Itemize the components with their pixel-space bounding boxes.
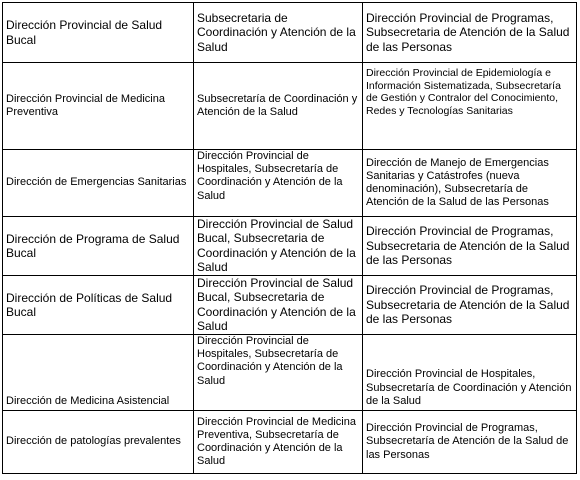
table-cell-former-dependency: Dirección Provincial de Medicina Preventiva, Subsecretaría de Coordinación y Atención de la Salud: [194, 411, 363, 474]
table-row: [3, 217, 577, 276]
table-row: [3, 411, 577, 474]
table-cell-office: Dirección de patologías prevalentes: [3, 411, 194, 474]
table-cell-new-dependency: Dirección Provincial de Programas, Subsecretaria de Atención de la Salud de las Personas: [363, 276, 577, 335]
agency-reassignment-table: [2, 2, 577, 474]
table-cell-new-dependency: Dirección Provincial de Programas, Subsecretaría de Atención de la Salud de las Personas: [363, 411, 577, 474]
table-cell-former-dependency: Subsecretaría de Coordinación y Atención de la Salud: [194, 63, 363, 150]
table-cell-new-dependency: Dirección Provincial de Epidemiología e Información Sistematizada, Subsecretaría de Gestión y Contralor del Conocimiento, Redes y Tecnologías Sanitarias: [363, 63, 577, 150]
table-cell-former-dependency: Subsecretaria de Coordinación y Atención de la Salud: [194, 3, 363, 63]
table-cell-office: Dirección de Medicina Asistencial: [3, 335, 194, 411]
table-cell-former-dependency: Dirección Provincial de Hospitales, Subsecretaría de Coordinación y Atención de la Salud: [194, 335, 363, 411]
table-cell-office: Dirección de Emergencias Sanitarias: [3, 150, 194, 217]
document-page: [2, 2, 576, 477]
table-cell-office: Dirección de Políticas de Salud Bucal: [3, 276, 194, 335]
table-cell-former-dependency: Dirección Provincial de Hospitales, Subsecretaría de Coordinación y Atención de la Salud: [194, 150, 363, 217]
table-cell-new-dependency: Dirección Provincial de Hospitales, Subsecretaría de Coordinación y Atención de la Salud: [363, 335, 577, 411]
table-row: [3, 3, 577, 63]
table-cell-former-dependency: Dirección Provincial de Salud Bucal, Subsecretaria de Coordinación y Atención de la Salud: [194, 276, 363, 335]
table-row: [3, 335, 577, 411]
table-cell-new-dependency: Dirección Provincial de Programas, Subsecretaria de Atención de la Salud de las Personas: [363, 217, 577, 276]
table-cell-office: Dirección Provincial de Medicina Preventiva: [3, 63, 194, 150]
table-cell-new-dependency: Dirección de Manejo de Emergencias Sanitarias y Catástrofes (nueva denominación), Subsecretaría de Atención de la Salud de las Personas: [363, 150, 577, 217]
table-row: [3, 276, 577, 335]
table-cell-office: Dirección Provincial de Salud Bucal: [3, 3, 194, 63]
table-row: [3, 150, 577, 217]
table-cell-former-dependency: Dirección Provincial de Salud Bucal, Subsecretaria de Coordinación y Atención de la Salud: [194, 217, 363, 276]
table-cell-new-dependency: Dirección Provincial de Programas, Subsecretaria de Atención de la Salud de las Personas: [363, 3, 577, 63]
table-row: [3, 63, 577, 150]
table-cell-office: Dirección de Programa de Salud Bucal: [3, 217, 194, 276]
